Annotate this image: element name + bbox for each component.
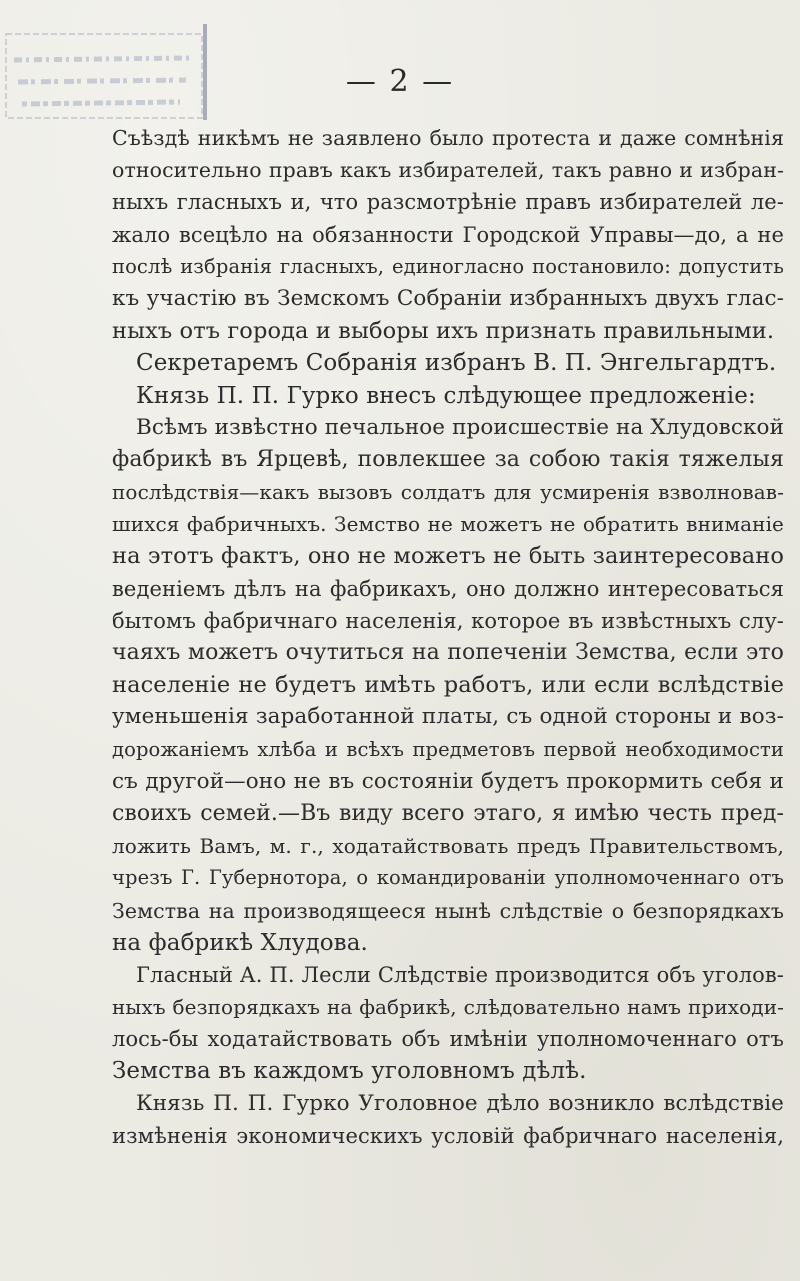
text-line: Гласный А. П. Лесли Слѣдствіе производится объ уголов- — [136, 962, 784, 987]
text-line: Князь П. П. Гурко Уголовное дѣло возникло вслѣдствіе — [136, 1090, 784, 1116]
text-line: Князь П. П. Гурко внесъ слѣдующее предложеніе: — [136, 382, 756, 409]
text-line: веденіемъ дѣлъ на фабрикахъ, оно должно интересоваться — [112, 576, 784, 601]
text-line: чрезъ Г. Губернотора, о командированіи уполномоченнаго отъ — [112, 866, 784, 890]
text-line: своихъ семей.—Въ виду всего этаго, я имѣю честь пред- — [112, 800, 784, 826]
text-line: чаяхъ можетъ очутиться на попеченіи Земства, если это — [112, 640, 784, 665]
text-line: населеніе не будетъ имѣть работъ, или если вслѣдствіе — [112, 672, 784, 699]
text-line: бытомъ фабричнаго населенія, которое въ извѣстныхъ слу- — [112, 608, 784, 633]
text-line: ныхъ гласныхъ и, что разсмотрѣніе правъ избирателей ле- — [112, 190, 784, 215]
page-number: — 2 — — [345, 64, 455, 99]
text-line: фабрикѣ въ Ярцевѣ, повлекшее за собою такія тяжелыя — [112, 446, 784, 472]
text-line: на этотъ фактъ, оно не можетъ не быть заинтересовано — [112, 543, 784, 570]
text-line: относительно правъ какъ избирателей, такъ равно и избран- — [112, 158, 784, 183]
text-line: лось-бы ходатайствовать объ имѣніи уполномоченнаго отъ — [112, 1027, 784, 1052]
text-line: къ участію въ Земскомъ Собраніи избранныхъ двухъ глас- — [112, 285, 784, 311]
text-line: шихся фабричныхъ. Земство не можетъ не обратить вниманіе — [112, 512, 784, 537]
text-line: Земства въ каждомъ уголовномъ дѣлѣ. — [112, 1058, 587, 1085]
body-text — [112, 122, 784, 1152]
text-line: Секретаремъ Собранія избранъ В. П. Энгельгардтъ. — [136, 350, 777, 377]
text-line: Съѣздѣ никѣмъ не заявлено было протеста и даже сомнѣнія — [112, 126, 784, 150]
text-line: ныхъ отъ города и выборы ихъ признать правильными. — [112, 318, 775, 345]
text-line: ложить Вамъ, м. г., ходатайствовать предъ Правительствомъ, — [112, 834, 784, 859]
text-line: съ другой—оно не въ состояніи будетъ прокормить себя и — [112, 768, 784, 794]
text-line: Всѣмъ извѣстно печальное происшествіе на Хлудовской — [136, 414, 784, 440]
text-line: измѣненія экономическихъ условій фабричнаго населенія, — [112, 1123, 784, 1148]
text-line: послѣ избранія гласныхъ, единогласно постановило: допустить — [112, 254, 784, 278]
text-line: на фабрикѣ Хлудова. — [112, 929, 368, 956]
text-line: жало всецѣло на обязанности Городской Управы—до, а не — [112, 222, 784, 247]
text-line: дорожаніемъ хлѣба и всѣхъ предметовъ первой необходимости — [112, 737, 784, 761]
text-line: ныхъ безпорядкахъ на фабрикѣ, слѣдовательно намъ приходи- — [112, 995, 784, 1020]
text-line: уменьшенія заработанной платы, съ одной стороны и воз- — [112, 704, 784, 730]
text-line: Земства на производящееся нынѣ слѣдствіе о безпорядкахъ — [112, 898, 784, 923]
text-line: послѣдствія—какъ вызовъ солдатъ для усмиренія взволновав- — [112, 480, 784, 505]
